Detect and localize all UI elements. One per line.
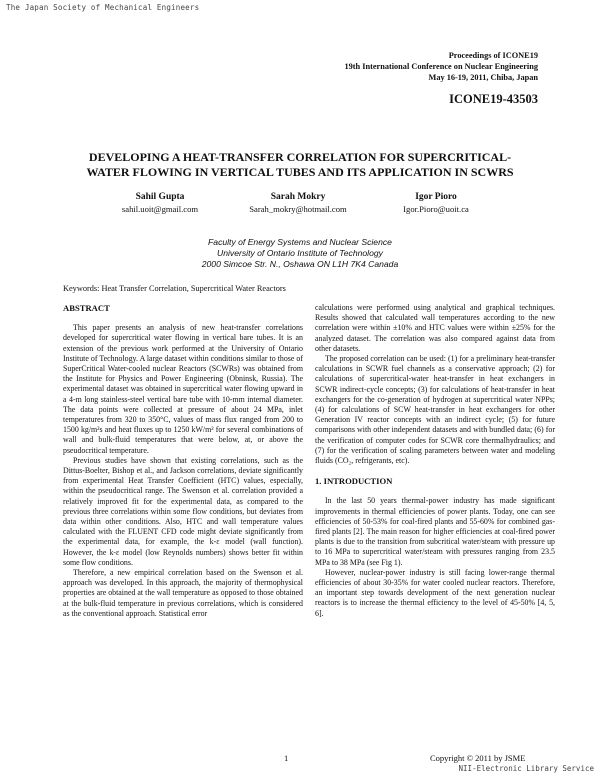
abstract-paragraph: This paper presents an analysis of new heat-transfer correlations developed for supercritical water flowing in vertical bare tubes. It is an extension of the previous work performed at the University of Ontario Institute of Technology. A large dataset within conditions similar to those of SuperCritical Water-cooled nuclear Reactors (SCWRs) was obtained from the Institute for Physics and Power Engineering (Obninsk, Russia). The experimental dataset was obtained in supercritical water flowing upward in a 4-m long stainless-steel vertical bare tube with 10-mm internal diameter. The data points were collected at pressure of about 24 MPa, inlet temperatures from 320 to 350°C, values of mass flux ranged from 200 to 1500 kg/m²s and heat fluxes up to 1250 kW/m² for several combinations of wall and bulk-fluid temperatures that were below, at, or above the pseudocritical temperature. (63, 323, 303, 455)
copyright: Copyright © 2011 by JSME (430, 753, 526, 763)
keywords: Keywords: Heat Transfer Correlation, Supercritical Water Reactors (63, 284, 286, 293)
introduction-paragraph: However, nuclear-power industry is still facing lower-range thermal efficiencies of about 30-35% for water cooled nuclear reactors. Therefore, an important step towards development of the next generation nuclear reactors is to increase the thermal efficiency to the level of 45-50% [4, 5, 6]. (315, 567, 555, 618)
abstract-paragraph: The proposed correlation can be used: (1) for a preliminary heat-transfer calculations in SCWR fuel channels as a conservative approach; (2) for calculations of supercritical-water heat-transfer in heat exchangers in SCWR indirect-cycle concepts; (3) for calculations of heat-transfer in heat exchangers for the co-generation of hydrogen at supercritical water NPPs; (4) for calculations of SCW heat-transfer in heat exchangers for other Generation IV reactor concepts with an indirect cycle; (5) for future comparisons with other independent datasets and with bundled data; (6) for the verification of computer codes for SCWR core thermalhydraulics; and (7) for the verification of scaling parameters between water and modeling fluids (CO₂, refrigerants, etc). (315, 354, 555, 466)
abstract-paragraph: Therefore, a new empirical correlation based on the Swenson et al. approach was developed. In this approach, the majority of thermophysical properties are obtained at the wall temperature as opposed to those obtained at the bulk-fluid temperature in previous correlations, which is considered as the conventional approach. Statistical error (63, 568, 303, 618)
affiliation-address: 2000 Simcoe Str. N., Oshawa ON L1H 7K4 Canada (201, 259, 399, 269)
author-name: Sarah Mokry (270, 192, 326, 202)
affiliation-university: University of Ontario Institute of Technology (217, 248, 383, 258)
author-name: Sahil Gupta (135, 192, 185, 202)
introduction-paragraph: In the last 50 years thermal-power industry has made significant improvements in thermal efficiencies of power plants. Today, one can see efficiencies of 50-53% for coal-fired plants and 55-60% for combined gas-fired plants [2]. The main reason for higher efficiencies at coal-fired power plants is due to the transition from subcritical water/steam with pressure up to 16 MPa to supercritical water/steam with pressures ranging from 23.5 MPa to 38 MPa (see Fig 1). (315, 496, 555, 567)
introduction-heading: 1. INTRODUCTION (315, 476, 393, 487)
abstract-continued: calculations were performed using analytical and graphical techniques. Results showed that calculated wall temperatures according to the new correlation were within ±10% and HTC values were within ±25% for the analyzed dataset. The correlation was also compared against data from other datasets. (315, 303, 555, 353)
author-1 (90, 191, 230, 215)
paper-id: ICONE19-43503 (449, 92, 538, 106)
title-line-1: DEVELOPING A HEAT-TRANSFER CORRELATION FOR SUPERCRITICAL- (88, 150, 512, 164)
abstract-heading: ABSTRACT (63, 303, 110, 313)
affiliation-faculty: Faculty of Energy Systems and Nuclear Science (208, 237, 392, 247)
paper-title (56, 150, 544, 180)
title-line-2: WATER FLOWING IN VERTICAL TUBES AND ITS APPLICATION IN SCWRS (86, 165, 514, 179)
author-2 (228, 191, 368, 215)
affiliation (100, 237, 500, 270)
dates-line: May 16-19, 2011, Chiba, Japan (428, 73, 538, 82)
conference-line: 19th International Conference on Nuclear Engineering (344, 62, 538, 71)
author-3 (366, 191, 506, 215)
library-watermark: NII-Electronic Library Service (458, 764, 594, 773)
right-column (315, 303, 555, 619)
left-column (63, 303, 303, 619)
author-email: Igor.Pioro@uoit.ca (403, 204, 469, 214)
society-watermark: The Japan Society of Mechanical Engineers (6, 3, 200, 12)
author-name: Igor Pioro (415, 192, 457, 202)
author-email: sahil.uoit@gmail.com (121, 204, 199, 214)
proceedings-line: Proceedings of ICONE19 (448, 51, 538, 60)
page-number: 1 (284, 753, 289, 763)
author-email: Sarah_mokry@hotmail.com (249, 204, 347, 214)
proceedings-block (344, 50, 538, 83)
abstract-paragraph: Previous studies have shown that existing correlations, such as the Dittus-Boelter, Bishop et al., and Jackson correlations, deviate significantly from experimental Heat Transfer Coefficient (HTC) values, especially, within the pseudocritical range. The Swenson et al. correlation provided a relatively improved fit for the experimental data, as compared to the previous three correlations within some flow conditions, but deviates from data within other conditions. Also, HTC and wall temperature values calculated with the FLUENT CFD code might deviate significantly from the experimental data, for example, the k-ε model (wall function). However, the k-ε model (low Reynolds numbers) shows better fit within some flow conditions. (63, 455, 303, 567)
